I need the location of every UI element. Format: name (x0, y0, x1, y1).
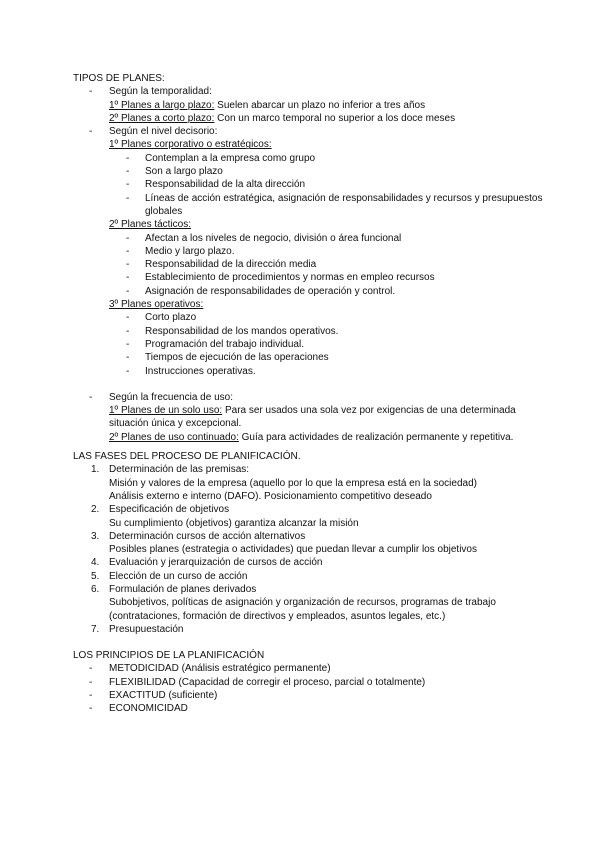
list-item-desc: Análisis externo e interno (DAFO). Posicionamiento competitivo deseado (109, 490, 432, 502)
list-item-desc: Su cumplimiento (objetivos) garantiza alcanzar la misión (109, 517, 359, 529)
list-item-desc: Posibles planes (estrategia o actividades) que puedan llevar a cumplir los objetivos (109, 544, 477, 556)
list-item-desc: (contrataciones, formación de directivos y empleados, asuntos legales, etc.) (109, 610, 446, 622)
list-item: - Responsabilidad de los mandos operativos. (126, 325, 339, 337)
list-item: - Corto plazo (126, 312, 197, 324)
plan-largo-plazo: 1º Planes a largo plazo: Suelen abarcar un plazo no inferior a tres años (109, 99, 426, 111)
bullet-frecuencia: - Según la frecuencia de uso: (89, 391, 233, 403)
list-item: - Establecimiento de procedimientos y normas en empleo recursos (126, 272, 435, 284)
section-heading-principios: LOS PRINCIPIOS DE LA PLANIFICACIÓN (73, 650, 265, 662)
list-item: 2. Especificación de objetivos (91, 504, 230, 516)
bullet-decisorio: - Según el nivel decisorio: (89, 126, 218, 138)
list-item-desc: Misión y valores de la empresa (aquello por lo que la empresa está en la sociedad) (109, 477, 477, 489)
dash-bullet: - (89, 86, 93, 98)
plan-un-solo-uso: 1º Planes de un solo uso: Para ser usados una sola vez por exigencias de una determinada situación única y excepcional. (109, 405, 516, 430)
list-item: - Asignación de responsabilidades de operación y control. (126, 285, 396, 297)
list-item: - ECONOMICIDAD (89, 703, 188, 715)
list-item: - Son a largo plazo (126, 166, 223, 178)
section-heading-tipos: TIPOS DE PLANES: (73, 73, 165, 84)
group-title-operativos: 3º Planes operativos: (109, 299, 204, 311)
list-item: 6. Formulación de planes derivados (91, 583, 257, 595)
group-title-estrategicos: 1º Planes corporativo o estratégicos: (109, 139, 272, 151)
bullet-temporalidad: - Según la temporalidad: (89, 86, 212, 98)
list-item: 7. Presupuestación (91, 623, 184, 635)
list-item: - Responsabilidad de la dirección media (126, 259, 317, 271)
list-item: - Medio y largo plazo. (126, 245, 235, 257)
list-item: 1. Determinación de las premisas: (91, 464, 250, 476)
list-item: - Líneas de acción estratégica, asignación de responsabilidades y recursos y presupuestos globales (126, 192, 543, 217)
list-item: - Instrucciones operativas. (126, 365, 256, 377)
list-item: - Responsabilidad de la alta dirección (126, 179, 306, 191)
list-item: - METODICIDAD (Análisis estratégico permanente) (89, 663, 331, 675)
section-heading-fases: LAS FASES DEL PROCESO DE PLANIFICACIÓN. (73, 451, 301, 463)
list-item: - EXACTITUD (suficiente) (89, 690, 218, 702)
dash-bullet: - (89, 126, 93, 138)
document-page (73, 72, 553, 716)
list-item: - Afectan a los niveles de negocio, división o área funcional (126, 232, 402, 244)
list-item: - FLEXIBILIDAD (Capacidad de corregir el proceso, parcial o totalmente) (89, 676, 426, 688)
list-item: 3. Determinación cursos de acción alternativos (91, 530, 306, 542)
list-item-desc: Subobjetivos, políticas de asignación y organización de recursos, programas de trabajo (109, 597, 496, 609)
list-item: - Contemplan a la empresa como grupo (126, 152, 316, 164)
plan-corto-plazo: 2º Planes a corto plazo: Con un marco temporal no superior a los doce meses (109, 112, 456, 124)
list-item: 5. Elección de un curso de acción (91, 570, 248, 582)
dash-bullet: - (89, 391, 93, 403)
list-item: 4. Evaluación y jerarquización de cursos de acción (91, 557, 323, 569)
list-item: - Tiempos de ejecución de las operaciones (126, 352, 329, 364)
list-item: - Programación del trabajo individual. (126, 338, 304, 350)
plan-uso-continuado: 2º Planes de uso continuado: Guía para actividades de realización permanente y repetitiva. (109, 431, 514, 443)
group-title-tacticos: 2º Planes tácticos: (109, 219, 192, 231)
